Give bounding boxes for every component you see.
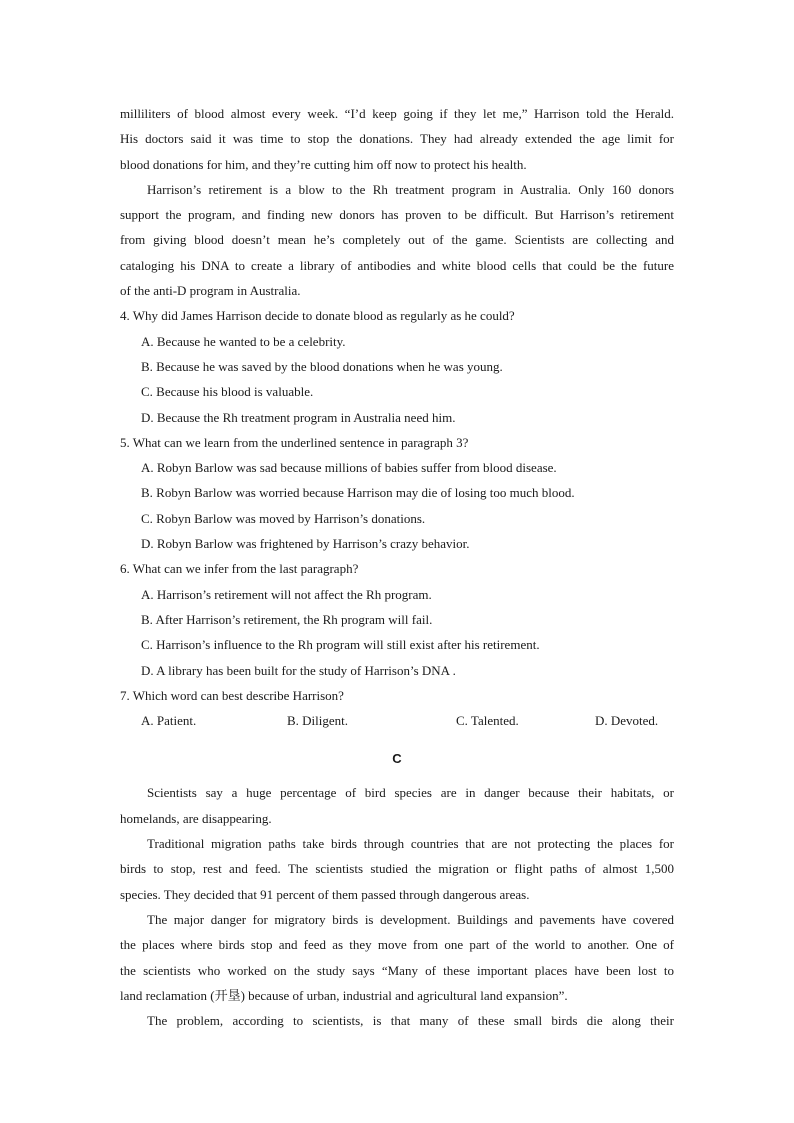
text-line: land reclamation (开垦) because of urban, industrial and agricultural land expansion”. [120,987,568,1003]
answer-option: B. Robyn Barlow was worried because Harrison may die of losing too much blood. [141,485,575,501]
answer-option: D. Robyn Barlow was frightened by Harrison’s crazy behavior. [141,536,470,552]
answer-option: A. Patient. [141,713,197,729]
text-line: Traditional migration paths take birds through countries that are not protecting the places for [147,836,674,852]
text-line: Harrison’s retirement is a blow to the Rh treatment program in Australia. Only 160 donors [147,181,674,197]
answer-option: B. Because he was saved by the blood donations when he was young. [141,358,503,374]
section-c-paragraph-3 [120,907,674,1008]
question-stem: 7. Which word can best describe Harrison? [120,687,344,703]
section-c-paragraph-4 [120,1008,674,1033]
text-line: birds to stop, rest and feed. The scientists studied the migration or flight paths of almost 1,500 [120,861,674,877]
question-4 [120,303,674,429]
answer-option: C. Harrison’s influence to the Rh program will still exist after his retirement. [141,637,540,653]
answer-option: B. Diligent. [287,713,349,729]
answer-option: A. Robyn Barlow was sad because millions of babies suffer from blood disease. [141,460,557,476]
text-line: of the anti-D program in Australia. [120,283,301,299]
text-line: The major danger for migratory birds is development. Buildings and pavements have covered [147,911,674,927]
text-line: His doctors said it was time to stop the donations. They had already extended the age limit for [120,131,674,147]
section-heading: C [392,751,402,767]
answer-option: D. Devoted. [595,713,659,729]
text-line: blood donations for him, and they’re cutting him off now to protect his health. [120,156,527,172]
section-c-paragraph-1 [120,780,674,831]
text-line: Scientists say a huge percentage of bird species are in danger because their habitats, or [147,785,674,801]
text-line: from giving blood doesn’t mean he’s completely out of the game. Scientists are collecting and [120,232,674,248]
answer-option: D. Because the Rh treatment program in Australia need him. [141,409,456,425]
answer-options-row [120,708,674,733]
text-line: milliliters of blood almost every week. “I’d keep going if they let me,” Harrison told the Herald. [120,106,674,121]
passage-b-paragraph-continued [120,101,674,177]
document-page [120,101,674,1033]
question-stem: 4. Why did James Harrison decide to donate blood as regularly as he could? [120,308,515,324]
question-7 [120,683,674,734]
text-line: The problem, according to scientists, is that many of these small birds die along their [147,1013,674,1029]
text-line: the places where birds stop and feed as they move from one part of the world to another. One of [120,937,674,953]
answer-option: D. A library has been built for the study of Harrison’s DNA . [141,662,456,678]
section-c-paragraph-2 [120,831,674,907]
text-line: cataloging his DNA to create a library of antibodies and white blood cells that could be the future [120,257,674,273]
text-line: homelands, are disappearing. [120,810,272,826]
text-line: species. They decided that 91 percent of them passed through dangerous areas. [120,886,530,902]
answer-option: C. Because his blood is valuable. [141,384,314,400]
answer-option: A. Harrison’s retirement will not affect the Rh program. [141,586,432,602]
answer-option: C. Robyn Barlow was moved by Harrison’s donations. [141,510,426,526]
question-stem: 6. What can we infer from the last paragraph? [120,561,359,577]
answer-option: B. After Harrison’s retirement, the Rh program will fail. [141,611,433,627]
question-6 [120,556,674,682]
text-line: the scientists who worked on the study says “Many of these important places have been lost to [120,962,674,978]
question-5 [120,430,674,556]
spacer [120,733,674,744]
question-stem: 5. What can we learn from the underlined sentence in paragraph 3? [120,434,469,450]
text-line: support the program, and finding new donors has proven to be difficult. But Harrison’s retirement [120,207,674,223]
answer-option: C. Talented. [456,713,519,729]
answer-option: A. Because he wanted to be a celebrity. [141,333,346,349]
passage-b-paragraph-retirement [120,177,674,303]
